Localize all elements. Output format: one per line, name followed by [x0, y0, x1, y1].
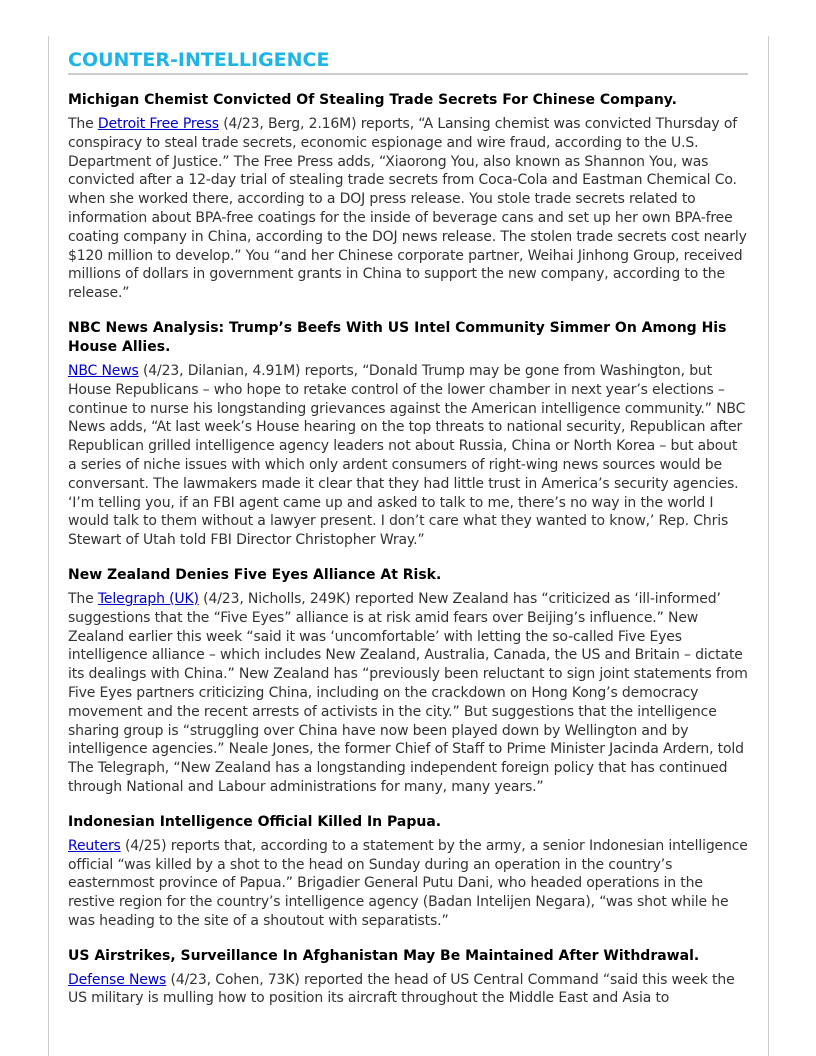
article: [68, 566, 748, 797]
source-link[interactable]: Telegraph (UK): [97, 590, 199, 607]
article-body: [68, 115, 748, 303]
article-body: [68, 971, 748, 1009]
article: [68, 91, 748, 303]
article: [68, 319, 748, 550]
article-text: (4/23, Berg, 2.16M) reports, “A Lansing chemist was convicted Thursday of conspiracy to steal trade secrets, economic espionage and wire fraud, according to the U.S. Department of Justice.” The Free Press adds, “Xiaorong You, also known as Shannon You, was convicted after a 12-day trial of stealing trade secrets from Coca-Cola and Eastman Chemical Co. when she worked there, according to a DOJ press release. You stole trade secrets related to information about BPA-free coatings for the inside of beverage cans and set up her own BPA-free coating company in China, according to the DOJ news release. The stolen trade secrets cost nearly $120 million to develop.” You “and her Chinese corporate partner, Weihai Jinhong Group, received millions of dollars in government grants in China to support the new company, according to the release.”: [68, 116, 747, 302]
article-headline: Michigan Chemist Convicted Of Stealing Trade Secrets For Chinese Company.: [68, 92, 677, 108]
source-link[interactable]: Reuters: [68, 837, 121, 854]
article-text: (4/23, Cohen, 73K) reported the head of US Central Command “said this week the US military is mulling how to position its aircraft throughout the Middle East and Asia to: [68, 971, 735, 1007]
article-headline: NBC News Analysis: Trump’s Beefs With US Intel Community Simmer On Among His House Allies.: [68, 319, 727, 355]
article-headline: US Airstrikes, Surveillance In Afghanistan May Be Maintained After Withdrawal.: [68, 947, 700, 964]
article-body: [68, 362, 748, 550]
source-link[interactable]: NBC News: [68, 362, 139, 379]
article: [68, 947, 748, 1009]
section-title: COUNTER-INTELLIGENCE: [68, 48, 748, 75]
article-body: [68, 590, 748, 797]
article-headline: New Zealand Denies Five Eyes Alliance At Risk.: [68, 566, 442, 583]
article-lead: The: [68, 116, 98, 132]
article-text: (4/23, Dilanian, 4.91M) reports, “Donald Trump may be gone from Washington, but House Republicans – who hope to retake control of the lower chamber in next year’s elections – continue to nurse his longstanding grievances against the American intelligence community.” NBC News adds, “At last week’s House hearing on the top threats to national security, Republican after Republican grilled intelligence agency leaders not about Russia, China or North Korea – but about a series of niche issues with which only ardent consumers of right-wing news sources would be conversant. The lawmakers made it clear that they had little trust in America’s security agencies. ‘I’m telling you, if an FBI agent came up and asked to talk to me, there’s no way in the world I would talk to them without a lawyer present. I don’t care what they wanted to know,’ Rep. Chris Stewart of Utah told FBI Director Christopher Wray.”: [68, 362, 746, 549]
article-headline: Indonesian Intelligence Official Killed In Papua.: [68, 813, 442, 830]
newsletter-content: [68, 48, 748, 1008]
article-lead: The: [68, 590, 98, 607]
article: [68, 813, 748, 931]
article-text: (4/25) reports that, according to a statement by the army, a senior Indonesian intelligence official “was killed by a shot to the head on Sunday during an operation in the country’s easternmost province of Papua.” Brigadier General Putu Dani, who headed operations in the restive region for the country’s intelligence agency (Badan Intelijen Negara), “was shot while he was heading to the site of a shoutout with separatists.”: [68, 837, 748, 929]
article-text: (4/23, Nicholls, 249K) reported New Zealand has “criticized as ‘ill-informed’ suggestions that the “Five Eyes” alliance is at risk amid fears over Beijing’s influence.” New Zealand earlier this week “said it was ‘uncomfortable’ with letting the so-called Five Eyes intelligence alliance – which includes New Zealand, Australia, Canada, the US and Britain – dictate its dealings with China.” New Zealand has “previously been reluctant to sign joint statements from Five Eyes partners criticizing China, including on the crackdown on Hong Kong’s democracy movement and the recent arrests of activists in the city.” But suggestions that the intelligence sharing group is “struggling over China have now been played down by Wellington and by intelligence agencies.” Neale Jones, the former Chief of Staff to Prime Minister Jacinda Ardern, told The Telegraph, “New Zealand has a longstanding independent foreign policy that has continued through National and Labour administrations for many, many years.”: [68, 590, 748, 795]
right-border: [768, 36, 769, 1056]
left-border: [48, 36, 49, 1056]
source-link[interactable]: Detroit Free Press: [97, 116, 219, 132]
source-link[interactable]: Defense News: [68, 971, 167, 988]
article-body: [68, 837, 748, 931]
